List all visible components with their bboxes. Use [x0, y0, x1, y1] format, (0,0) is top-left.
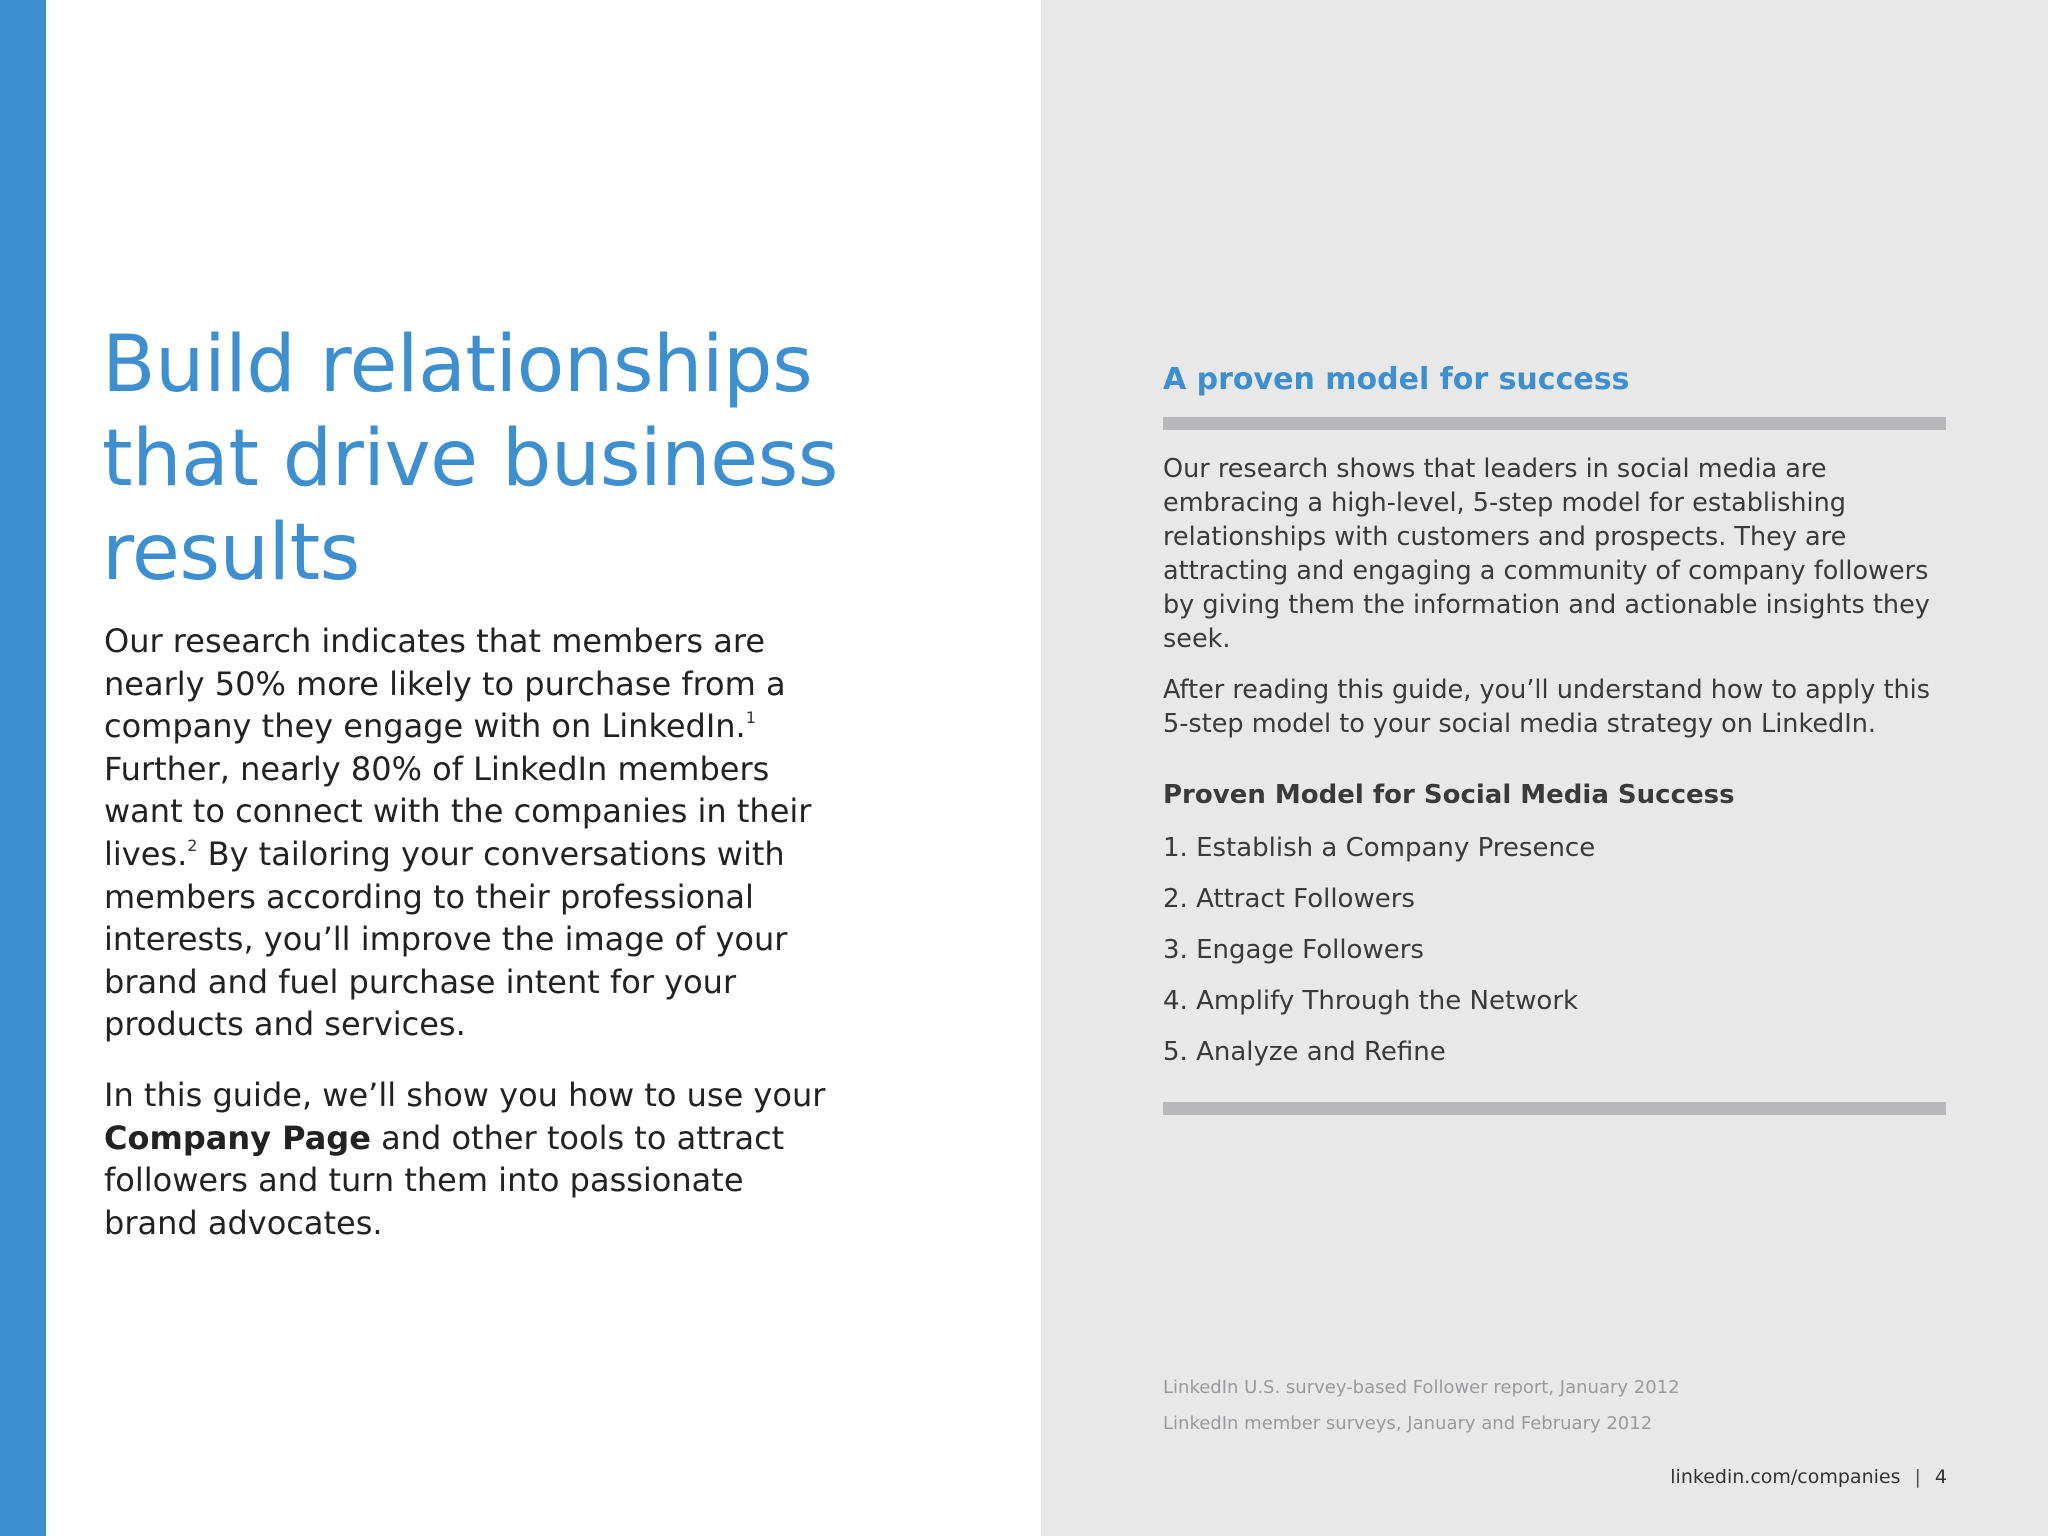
- footnotes: [1163, 1376, 1680, 1448]
- footnote-1: LinkedIn U.S. survey-based Follower report, January 2012: [1163, 1377, 1680, 1398]
- model-list-title: Proven Model for Social Media Success: [1163, 780, 1735, 810]
- title-line-3: results: [102, 508, 360, 598]
- intro-text-part-3: By tailoring your conversations with members according to their professional interests, you’ll improve the image of your brand and fuel purchase intent for your products and services.: [104, 834, 788, 1044]
- intro-text: [104, 620, 844, 1272]
- title-line-2: that drive business: [102, 414, 838, 504]
- page-number: 4: [1934, 1466, 1947, 1488]
- title-line-1: Build relationships: [102, 320, 813, 410]
- intro-text-part-2: Further, nearly 80% of LinkedIn members want to connect with the companies in their lives.: [104, 749, 812, 873]
- footnote-ref-1: 1: [745, 708, 756, 728]
- right-panel: [1041, 0, 2048, 1536]
- section-title: A proven model for success: [1163, 362, 1630, 397]
- list-item: 2. Attract Followers: [1163, 884, 1415, 914]
- page-footer: [1670, 1466, 1947, 1488]
- list-item: 3. Engage Followers: [1163, 935, 1424, 965]
- list-item: 1. Establish a Company Presence: [1163, 833, 1596, 863]
- bottom-divider: [1163, 1102, 1946, 1115]
- model-steps-list: [1163, 831, 1595, 1086]
- company-page-emphasis: Company Page: [104, 1118, 371, 1157]
- footer-url-link[interactable]: linkedin.com/companies: [1670, 1466, 1901, 1488]
- guide-text-before: In this guide, we’ll show you how to use your: [104, 1075, 826, 1114]
- list-item: 4. Amplify Through the Network: [1163, 986, 1579, 1016]
- model-paragraph-1: Our research shows that leaders in social media are embracing a high-level, 5-step model for establishing relationships with customers and prospects. They are attracting and engaging a community of company followers by giving them the information and actionable insights they seek.: [1163, 454, 1930, 654]
- intro-paragraph-2: [104, 1074, 844, 1244]
- model-paragraph-2: After reading this guide, you’ll understand how to apply this 5-step model to your social media strategy on LinkedIn.: [1163, 675, 1930, 739]
- guide-text-after: and other tools to attract followers and turn them into passionate brand advocates.: [104, 1118, 785, 1242]
- top-divider: [1163, 417, 1946, 430]
- footnote-ref-2: 2: [187, 835, 198, 855]
- footer-separator: |: [1914, 1466, 1921, 1488]
- page-title: [102, 318, 862, 600]
- left-accent-bar: [0, 0, 46, 1536]
- footnote-2: LinkedIn member surveys, January and February 2012: [1163, 1413, 1653, 1434]
- intro-text-part-1: Our research indicates that members are nearly 50% more likely to purchase from a company they engage with on LinkedIn.: [104, 622, 786, 746]
- intro-paragraph-1: [104, 620, 844, 1046]
- list-item: 5. Analyze and Refine: [1163, 1037, 1446, 1067]
- model-description: [1163, 452, 1953, 758]
